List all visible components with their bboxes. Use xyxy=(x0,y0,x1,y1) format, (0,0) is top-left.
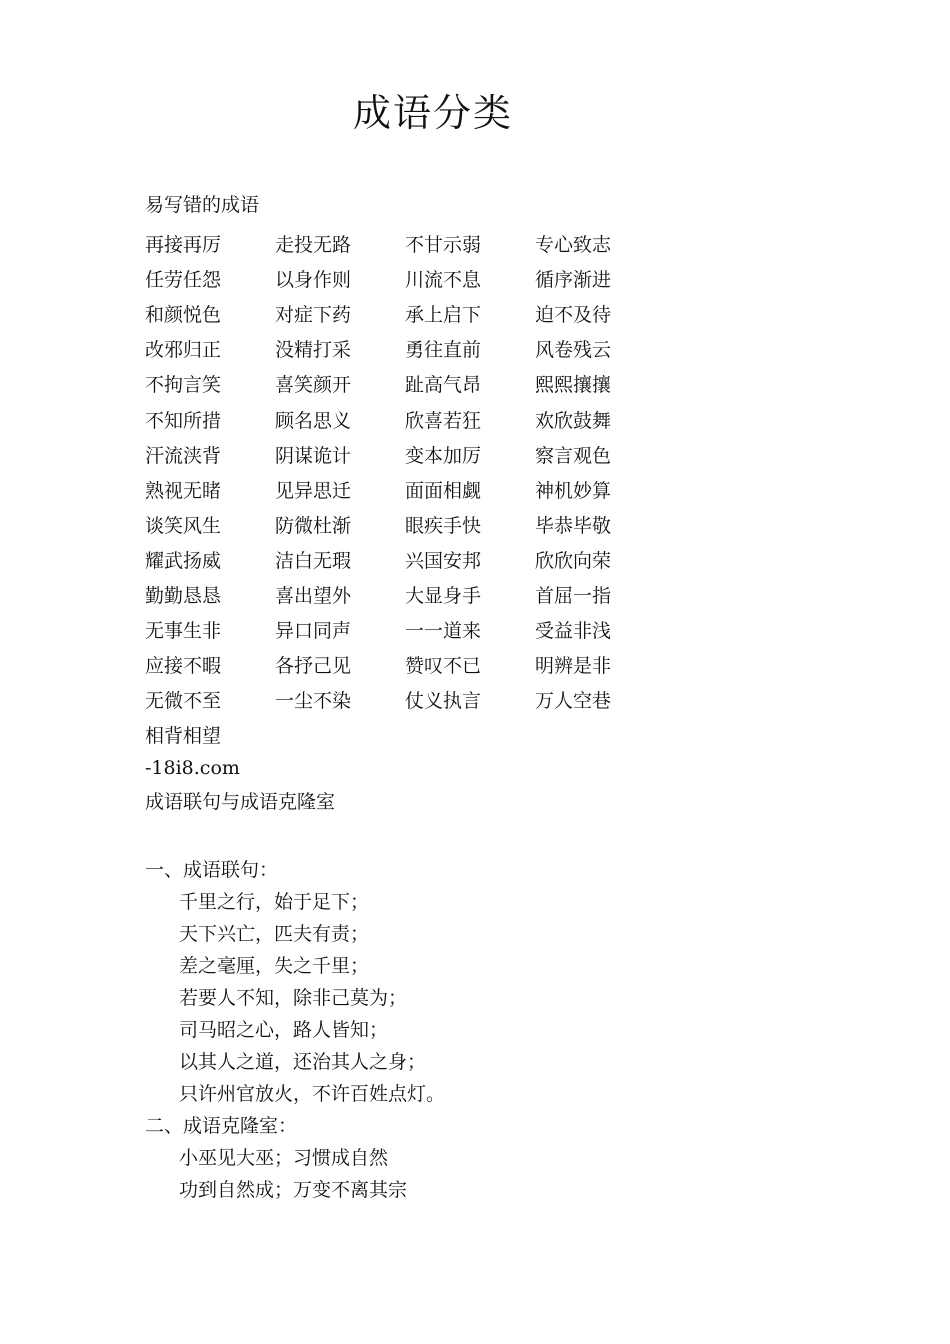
couplet-line: 千里之行，始于足下； xyxy=(179,891,370,913)
idiom-cell: 勇往直前 xyxy=(405,339,482,362)
idiom-cell: 趾高气昂 xyxy=(405,374,482,397)
page-title: 成语分类 xyxy=(352,91,513,135)
idiom-cell: 汗流浃背 xyxy=(145,444,222,467)
part-one-heading: 一、成语联句： xyxy=(145,859,279,881)
idiom-row xyxy=(145,507,665,542)
idiom-row xyxy=(145,472,665,507)
idiom-row xyxy=(145,437,665,472)
idiom-cell: 改邪归正 xyxy=(145,339,222,362)
idiom-cell: 首屈一指 xyxy=(535,584,612,607)
clone-line: 小巫见大巫；习惯成自然 xyxy=(179,1147,389,1169)
idiom-cell: 防微杜渐 xyxy=(275,514,352,537)
idiom-cell: 明辨是非 xyxy=(535,655,612,678)
idiom-cell: 见异思迁 xyxy=(275,479,352,502)
idiom-cell: 不甘示弱 xyxy=(405,234,482,257)
idiom-cell: 没精打采 xyxy=(275,339,352,362)
idiom-cell: 承上启下 xyxy=(405,304,482,327)
idiom-cell: 任劳任怨 xyxy=(145,269,222,292)
idiom-cell: 万人空巷 xyxy=(535,690,612,713)
couplet-block xyxy=(145,854,745,1206)
idiom-row xyxy=(145,261,665,296)
idiom-cell: 阴谋诡计 xyxy=(275,444,352,467)
idiom-row xyxy=(145,612,665,647)
idiom-cell: 毕恭毕敬 xyxy=(535,514,612,537)
idiom-row xyxy=(145,682,665,717)
idiom-grid xyxy=(145,226,665,752)
idiom-cell: 谈笑风生 xyxy=(145,514,222,537)
couplet-line: 以其人之道，还治其人之身； xyxy=(179,1051,427,1073)
idiom-row xyxy=(145,717,665,752)
idiom-cell: 欢欣鼓舞 xyxy=(535,409,612,432)
idiom-cell: 应接不暇 xyxy=(145,655,222,678)
couplet-line: 差之毫厘，失之千里； xyxy=(179,955,370,977)
idiom-row xyxy=(145,542,665,577)
idiom-cell: 变本加厉 xyxy=(405,444,482,467)
idiom-cell: 不知所措 xyxy=(145,409,222,432)
couplet-line: 天下兴亡，匹夫有责； xyxy=(179,923,370,945)
idiom-cell: 面面相觑 xyxy=(405,479,482,502)
idiom-row xyxy=(145,577,665,612)
idiom-row xyxy=(145,226,665,261)
idiom-cell: 风卷残云 xyxy=(535,339,612,362)
idiom-cell: 喜出望外 xyxy=(275,584,352,607)
idiom-cell: 熟视无睹 xyxy=(145,479,222,502)
idiom-cell: 仗义执言 xyxy=(405,690,482,713)
idiom-cell: 洁白无瑕 xyxy=(275,549,352,572)
idiom-cell: 耀武扬威 xyxy=(145,549,222,572)
idiom-row xyxy=(145,331,665,366)
idiom-cell: 迫不及待 xyxy=(535,304,612,327)
clone-line: 功到自然成；万变不离其宗 xyxy=(179,1179,408,1201)
idiom-cell: 欣喜若狂 xyxy=(405,409,482,432)
idiom-cell: 循序渐进 xyxy=(535,269,612,292)
idiom-cell: 一尘不染 xyxy=(275,690,352,713)
site-line: -18i8.com xyxy=(145,757,240,779)
idiom-cell: 无事生非 xyxy=(145,620,222,643)
idiom-cell: 再接再厉 xyxy=(145,234,222,257)
idiom-cell: 大显身手 xyxy=(405,584,482,607)
section-heading-misspelled-idioms: 易写错的成语 xyxy=(145,194,260,216)
idiom-cell: 喜笑颜开 xyxy=(275,374,352,397)
idiom-row xyxy=(145,366,665,401)
idiom-cell: 兴国安邦 xyxy=(405,549,482,572)
couplet-line: 司马昭之心，路人皆知； xyxy=(179,1019,389,1041)
idiom-cell: 赞叹不已 xyxy=(405,655,482,678)
idiom-cell: 无微不至 xyxy=(145,690,222,713)
idiom-cell: 察言观色 xyxy=(535,444,612,467)
section-heading-couplets-and-clones: 成语联句与成语克隆室 xyxy=(145,791,336,813)
couplet-line: 若要人不知，除非己莫为； xyxy=(179,987,408,1009)
idiom-cell: 受益非浅 xyxy=(535,620,612,643)
idiom-cell: 以身作则 xyxy=(275,269,352,292)
part-two-heading: 二、成语克隆室： xyxy=(145,1115,298,1137)
idiom-cell: 欣欣向荣 xyxy=(535,549,612,572)
idiom-cell: 熙熙攘攘 xyxy=(535,374,612,397)
idiom-cell: 异口同声 xyxy=(275,620,352,643)
idiom-cell: 眼疾手快 xyxy=(405,514,482,537)
idiom-cell: 一一道来 xyxy=(405,620,482,643)
idiom-cell: 不拘言笑 xyxy=(145,374,222,397)
idiom-cell: 各抒己见 xyxy=(275,655,352,678)
idiom-cell: 顾名思义 xyxy=(275,409,352,432)
idiom-cell: 和颜悦色 xyxy=(145,304,222,327)
idiom-cell: 川流不息 xyxy=(405,269,482,292)
idiom-row xyxy=(145,647,665,682)
idiom-row xyxy=(145,401,665,436)
idiom-cell: 相背相望 xyxy=(145,725,222,748)
idiom-cell: 对症下药 xyxy=(275,304,352,327)
idiom-row xyxy=(145,296,665,331)
couplet-line: 只许州官放火，不许百姓点灯。 xyxy=(179,1083,446,1105)
idiom-cell: 勤勤恳恳 xyxy=(145,584,222,607)
idiom-cell: 神机妙算 xyxy=(535,479,612,502)
idiom-cell: 走投无路 xyxy=(275,234,352,257)
idiom-cell: 专心致志 xyxy=(535,234,612,257)
